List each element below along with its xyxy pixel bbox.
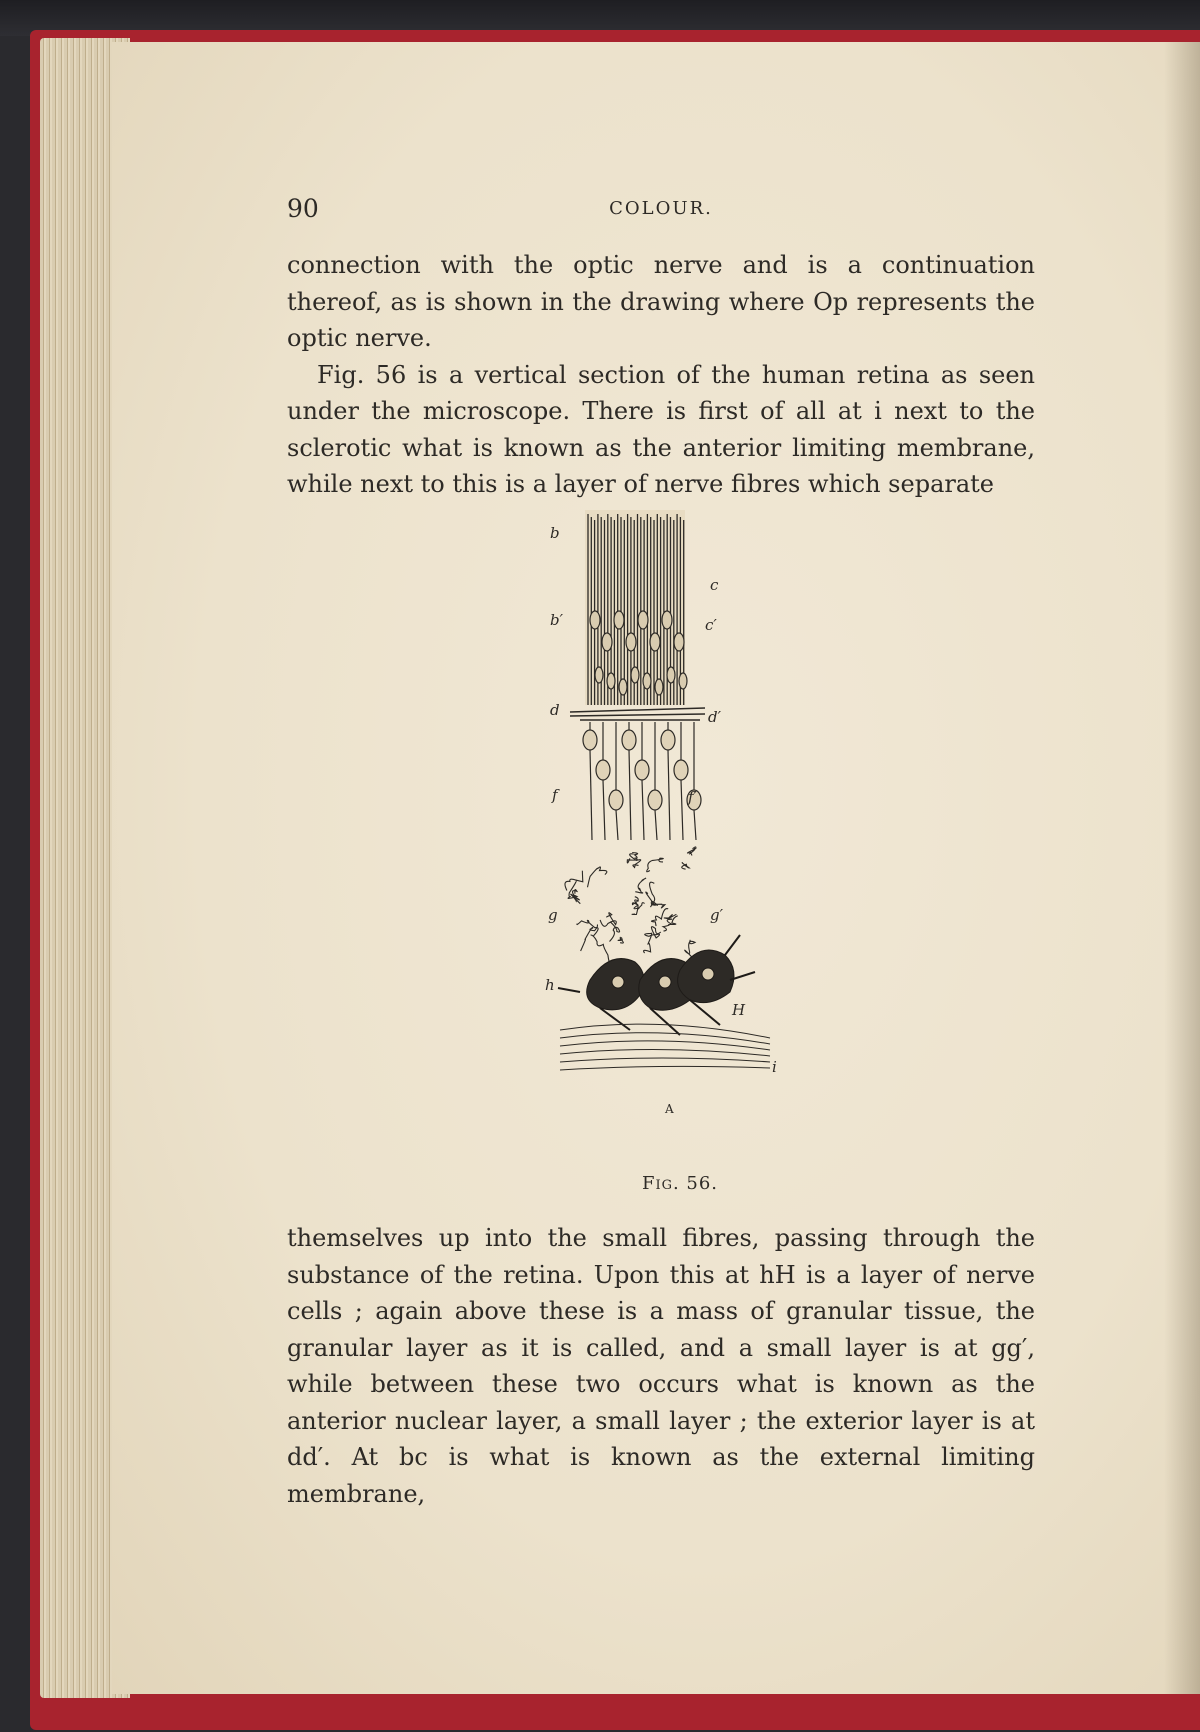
bipolar-fibre [590,750,592,840]
bipolar-cell [583,730,597,750]
retina-section-figure [540,510,800,1150]
granular-fibre [635,878,646,893]
body-text-top [287,247,1035,503]
paragraph: Fig. 56 is a vertical section of the human retina as seen under the microscope. There is first of all at i next to the sclerotic what is known as the anterior limiting membrane, while next to this is a layer of nerve fibres which separate [287,360,1035,498]
bipolar-cell [661,730,675,750]
bipolar-fibre [655,810,657,840]
cone-nucleus [679,673,687,689]
bipolar-cell [596,760,610,780]
granular-fibre [565,871,583,891]
cone-nucleus [595,667,603,683]
cone-nucleus [614,611,624,629]
granular-fibre [687,847,695,856]
bipolar-fibre [681,780,683,840]
label-g-prime: g′ [710,906,724,924]
granular-fibre [646,892,665,908]
cone-nucleus [650,633,660,651]
bipolar-cell [622,730,636,750]
label-f: f [552,786,558,804]
cone-nucleus [662,611,672,629]
cone-nucleus [626,633,636,651]
page-number: 90 [287,194,319,223]
label-b: b [550,524,560,542]
granular-layer [565,847,696,964]
granular-fibre [568,881,580,904]
cone-nucleus [674,633,684,651]
bipolar-cell [648,790,662,810]
label-d: d [550,701,560,719]
cone-nucleus [667,667,675,683]
cone-nucleus [607,673,615,689]
granular-fibre [647,858,664,872]
paragraph: themselves up into the small fibres, passing through the substance of the retina. Upon this at hH is a layer of nerve cells ; again above these is a mass of granular tissue, the granular layer as it is called, and a small layer is at gg′, while between these two occurs what is known as the anterior nuclear layer, a small layer ; the exterior layer is at dd′. At bc is what is known as the external limiting membrane, [287,1224,1035,1508]
label-h: h [545,976,555,994]
bipolar-fibre [629,750,631,840]
granular-fibre [651,909,668,926]
running-head: COLOUR. [609,198,713,219]
granular-fibre [664,914,676,924]
granular-fibre [610,922,620,942]
bipolar-cell [635,760,649,780]
label-f-prime: f′ [688,788,697,806]
granular-fibre [644,933,652,953]
granular-fibre [682,863,689,870]
label-i: i [772,1058,777,1076]
bipolar-cell [674,760,688,780]
granular-fibre [591,935,611,964]
bipolar-fibre [616,810,618,840]
cone-nucleus [631,667,639,683]
granular-fibre [618,937,623,943]
bipolar-fibre [668,750,670,840]
cone-nucleus [602,633,612,651]
paragraph: connection with the optic nerve and is a continuation thereof, as is shown in the drawing where Op represents the optic nerve. [287,251,1035,352]
bipolar-cell [609,790,623,810]
label-c: c [710,576,719,594]
cone-nucleus [590,611,600,629]
label-b-prime: b′ [550,611,564,629]
label-A: A [665,1102,674,1116]
label-c-prime: c′ [705,616,717,634]
granular-fibre [588,867,607,887]
cone-nucleus [643,673,651,689]
bipolar-fibre [642,780,644,840]
bipolar-fibre [694,810,696,840]
cone-nucleus [655,679,663,695]
external-limiting-membrane [570,708,705,720]
label-H: H [732,1001,746,1019]
bipolar-cells [583,722,701,840]
ganglion-cells [558,935,755,1035]
bipolar-fibre [603,780,605,840]
page-gutter-shadow [1164,42,1200,1694]
nerve-fibre-layer [560,1024,770,1070]
granular-fibre [634,900,645,909]
body-text-bottom [287,1220,1035,1512]
cone-nucleus [638,611,648,629]
figure-caption: Fig. 56. [641,1173,719,1194]
cone-nucleus [619,679,627,695]
granular-fibre [600,913,616,927]
label-g: g [548,906,558,924]
label-d-prime: d′ [708,708,722,726]
page-header [287,190,1035,230]
